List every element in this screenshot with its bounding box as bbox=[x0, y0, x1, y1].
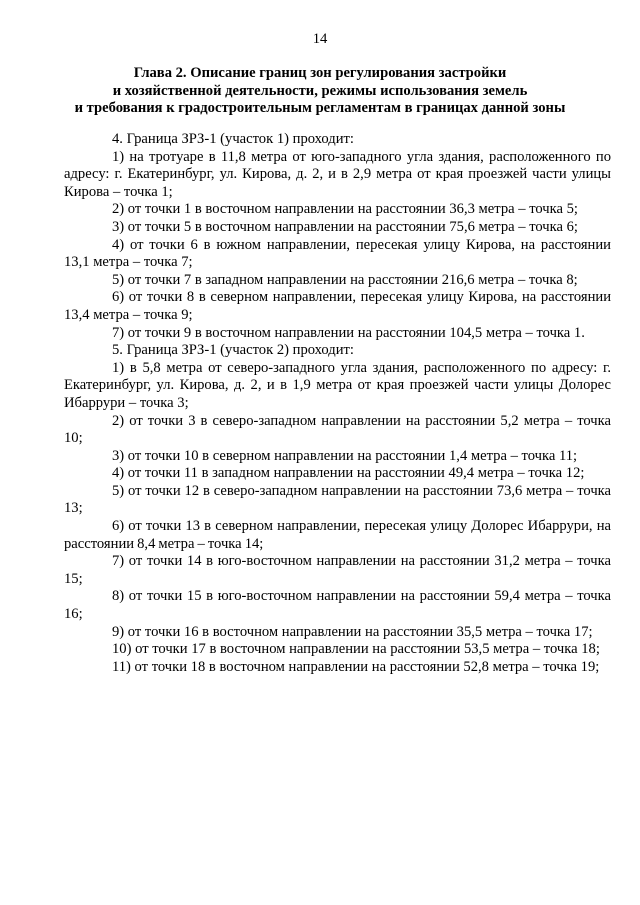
heading-line: и хозяйственной деятельности, режимы использования земель bbox=[112, 82, 528, 99]
boundary-point-paragraph: 3) от точки 10 в северном направлении на расстоянии 1,4 метра – точка 11; bbox=[112, 447, 578, 464]
boundary-point-paragraph: 4) от точки 6 в южном направлении, пересекая улицу Кирова, на расстоянии 13,1 метра – точка 7; bbox=[64, 236, 611, 271]
boundary-point-paragraph: 7) от точки 14 в юго-восточном направлении на расстоянии 31,2 метра – точка 15; bbox=[64, 553, 611, 587]
heading-line: Глава 2. Описание границ зон регулирования застройки bbox=[133, 65, 507, 81]
chapter-heading bbox=[60, 65, 580, 118]
boundary-point-paragraph: 9) от точки 16 в восточном направлении на расстоянии 35,5 метра – точка 17; bbox=[112, 623, 593, 640]
boundary-point-paragraph: 8) от точки 15 в юго-восточном направлении на расстоянии 59,4 метра – точка 16; bbox=[64, 588, 611, 623]
boundary-point-paragraph: 5) от точки 12 в северо-западном направлении на расстоянии 73,6 метра – точка 13; bbox=[64, 482, 611, 517]
boundary-point-paragraph: 3) от точки 5 в восточном направлении на расстоянии 75,6 метра – точка 6; bbox=[112, 218, 578, 235]
boundary-point-paragraph: 2) от точки 1 в восточном направлении на расстоянии 36,3 метра – точка 5; bbox=[112, 201, 578, 218]
boundary-point-paragraph: 4) от точки 11 в западном направлении на расстоянии 49,4 метра – точка 12; bbox=[112, 465, 585, 482]
boundary-point-paragraph: 11) от точки 18 в восточном направлении на расстоянии 52,8 метра – точка 19; bbox=[112, 658, 600, 675]
heading-line: и требования к градостроительным регламентам в границах данной зоны bbox=[74, 100, 566, 117]
page-number: 14 bbox=[312, 31, 328, 47]
boundary-point-paragraph: 6) от точки 8 в северном направлении, пересекая улицу Кирова, на расстоянии 13,4 метра – точка 9; bbox=[64, 289, 611, 323]
boundary-point-paragraph: 10) от точки 17 в восточном направлении на расстоянии 53,5 метра – точка 18; bbox=[112, 641, 600, 658]
boundary-point-paragraph: 7) от точки 9 в восточном направлении на расстоянии 104,5 метра – точка 1. bbox=[112, 324, 585, 341]
document-body bbox=[64, 131, 611, 676]
boundary-point-paragraph: 6) от точки 13 в северном направлении, пересекая улицу Долорес Ибаррури, на расстоянии 8,4 метра – точка 14; bbox=[64, 518, 611, 552]
boundary-point-paragraph: 1) на тротуаре в 11,8 метра от юго-западного угла здания, расположенного по адресу: г. Екатеринбург, ул. Кирова, д. 2, и в 2,9 метра от края проезжей части улицы Кирова – точка 1; bbox=[64, 148, 611, 200]
boundary-point-paragraph: 5) от точки 7 в западном направлении на расстоянии 216,6 метра – точка 8; bbox=[112, 271, 578, 288]
section-heading-paragraph: 5. Граница ЗРЗ-1 (участок 2) проходит: bbox=[112, 342, 354, 359]
section-heading-paragraph: 4. Граница ЗРЗ-1 (участок 1) проходит: bbox=[112, 131, 354, 147]
boundary-point-paragraph: 2) от точки 3 в северо-западном направлении на расстоянии 5,2 метра – точка 10; bbox=[64, 412, 611, 447]
boundary-point-paragraph: 1) в 5,8 метра от северо-западного угла здания, расположенного по адресу: г. Екатеринбург, ул. Кирова, д. 2, и в 1,9 метра от края проезжей части улицы Долорес Ибаррури – точка 3; bbox=[64, 359, 611, 411]
